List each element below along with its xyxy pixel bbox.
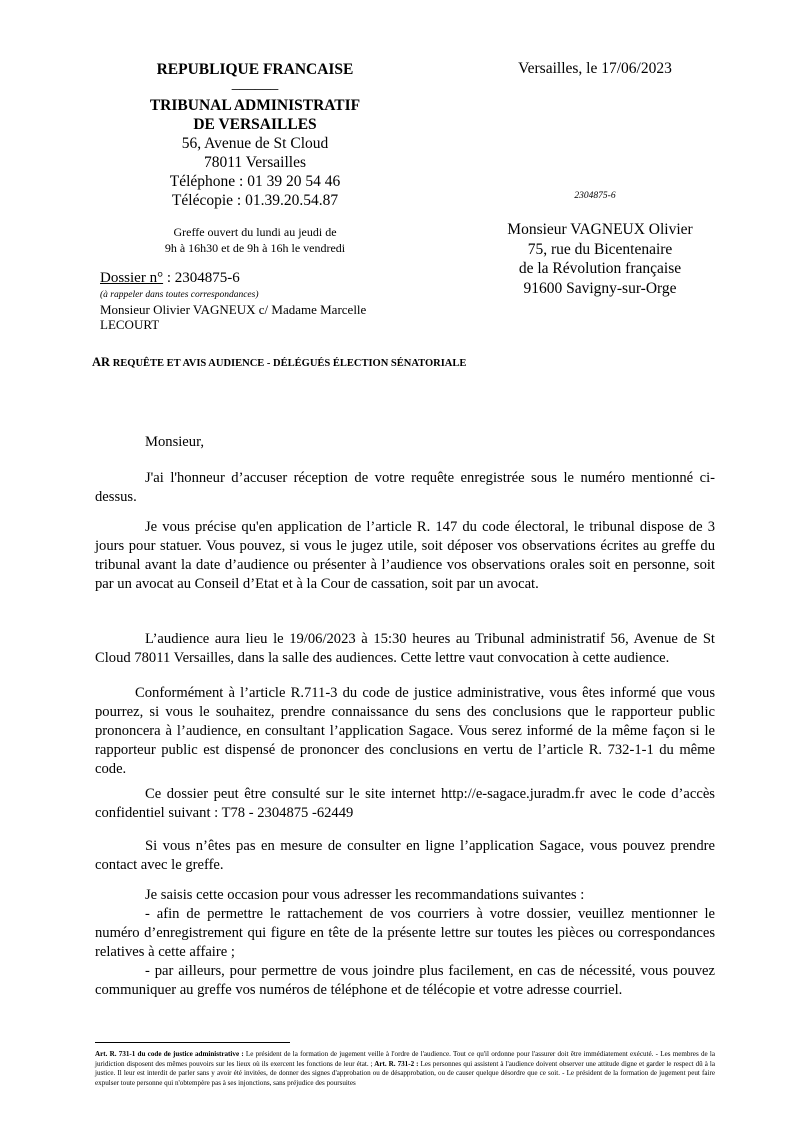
paragraph-recommendation-2: - par ailleurs, pour permettre de vous joindre plus facilement, en cas de nécessité, vous pouvez communiquer au greffe vos numéros de téléphone et de télécopie et votre adresse courriel.	[95, 963, 715, 998]
office-hours-line1: Greffe ouvert du lundi au jeudi de	[173, 225, 337, 239]
dossier-parties-line2: LECOURT	[100, 317, 160, 332]
paragraph-acknowledgement: J'ai l'honneur d’accuser réception de votre requête enregistrée sous le numéro mentionné ci-dessus.	[95, 470, 715, 505]
tribunal-address-city: 78011 Versailles	[203, 154, 307, 171]
paragraph-sagace-access: Ce dossier peut être consulté sur le site internet http://e-sagace.juradm.fr avec le code d’accès confidentiel suivant : T78 - 2304875 -62449	[95, 786, 715, 821]
dossier-parties-line1: Monsieur Olivier VAGNEUX c/ Madame Marcelle	[100, 302, 367, 317]
paragraph-recommendation-1: - afin de permettre le rattachement de vos courriers à votre dossier, veuillez mentionner le numéro d’enregistrement qui figure en tête de la présente lettre sur toutes les pièces ou correspondances relatives à cette affaire ;	[95, 906, 715, 960]
tribunal-name-line1: TRIBUNAL ADMINISTRATIF	[149, 97, 361, 114]
letter-subject	[92, 355, 466, 370]
dossier-number	[100, 270, 240, 287]
footnote-art2-title: Art. R. 731-2 :	[372, 1059, 419, 1068]
paragraph-hearing: L’audience aura lieu le 19/06/2023 à 15:30 heures au Tribunal administratif 56, Avenue de St Cloud 78011 Versailles, dans la salle des audiences. Cette lettre vaut convocation à cette audience.	[95, 631, 715, 666]
paragraph-article-r147: Je vous précise qu'en application de l’article R. 147 du code électoral, le tribunal dispose de 3 jours pour statuer. Vous pouvez, si vous le jugez utile, soit déposer vos observations écrites au greffe du tribunal avant la date d’audience ou présenter à l’audience vos observations orales soit en personne, soit par un avocat au Conseil d’Etat et à la Cour de cassation, soit par un avocat.	[95, 519, 715, 592]
footnote-separator	[95, 1042, 290, 1043]
header-separator: ______	[231, 75, 279, 92]
footnote-art2-text: Les personnes qui assistent à l'audience doivent observer une attitude digne et garder le respect dû à la justice. Il leur est interdit de parler sans y avoir été invitées, de donner des signes d'approbation ou de désapprobation, ou de causer quelque désordre que ce soit. - Le président de la formation de jugement peut faire expulser toute personne qui n'obtempère pas à ses injonctions, sans préjudice des poursuites	[95, 1059, 715, 1087]
dossier-reminder: (à rappeler dans toutes correspondances)	[100, 290, 259, 300]
date-place: Versailles, le 17/06/2023	[518, 60, 672, 77]
paragraph-contact-greffe: Si vous n’êtes pas en mesure de consulter en ligne l’application Sagace, vous pouvez prendre contact avec le greffe.	[95, 838, 715, 873]
subject-text: REQUÊTE ET AVIS AUDIENCE - DÉLÉGUÉS ÉLECTION SÉNATORIALE	[110, 358, 467, 369]
reference-small: 2304875-6	[574, 191, 616, 201]
recipient-street2: de la Révolution française	[518, 260, 682, 277]
tribunal-address-street: 56, Avenue de St Cloud	[181, 135, 329, 152]
tribunal-name-line2: DE VERSAILLES	[193, 116, 317, 133]
republic-heading: REPUBLIQUE FRANCAISE	[156, 61, 354, 78]
recipient-street1: 75, rue du Bicentenaire	[527, 240, 673, 258]
subject-prefix: AR	[92, 355, 111, 369]
recipient-city: 91600 Savigny-sur-Orge	[523, 279, 677, 297]
dossier-value: : 2304875-6	[163, 270, 240, 286]
recipient-name: Monsieur VAGNEUX Olivier	[507, 221, 693, 238]
office-hours-line2: 9h à 16h30 et de 9h à 16h le vendredi	[164, 241, 346, 255]
paragraph-article-r711: Conformément à l’article R.711-3 du code de justice administrative, vous êtes informé que vous pourrez, si vous le souhaitez, prendre connaissance du sens des conclusions que le rapporteur public prononcera à l’audience, en consultant l’application Sagace. Vous serez informé de la même façon si le rapporteur public est dispensé de prononcer des conclusions en vertu de l’article R. 732-1-1 du même code.	[95, 685, 715, 777]
recipient-address	[470, 220, 730, 298]
tribunal-phone: Téléphone : 01 39 20 54 46	[169, 173, 341, 190]
salutation: Monsieur,	[145, 434, 205, 450]
paragraph-recommendations-intro: Je saisis cette occasion pour vous adresser les recommandations suivantes :	[145, 887, 585, 903]
footnote-art1-text: Le président de la formation de jugement veille à l'ordre de l'audience. Tout ce qu'il ordonne pour l'assurer doit être immédiatement exécuté. - Les membres de la juridiction disposent des mêmes pouvoirs sur les lieux où ils exercent les fonctions de leur état. ;	[95, 1050, 715, 1068]
footnote-art1-title: Art. R. 731-1 du code de justice administrative :	[95, 1050, 244, 1058]
tribunal-fax: Télécopie : 01.39.20.54.87	[171, 192, 339, 209]
dossier-label: Dossier n°	[100, 270, 164, 286]
footnote-text	[95, 1050, 715, 1088]
